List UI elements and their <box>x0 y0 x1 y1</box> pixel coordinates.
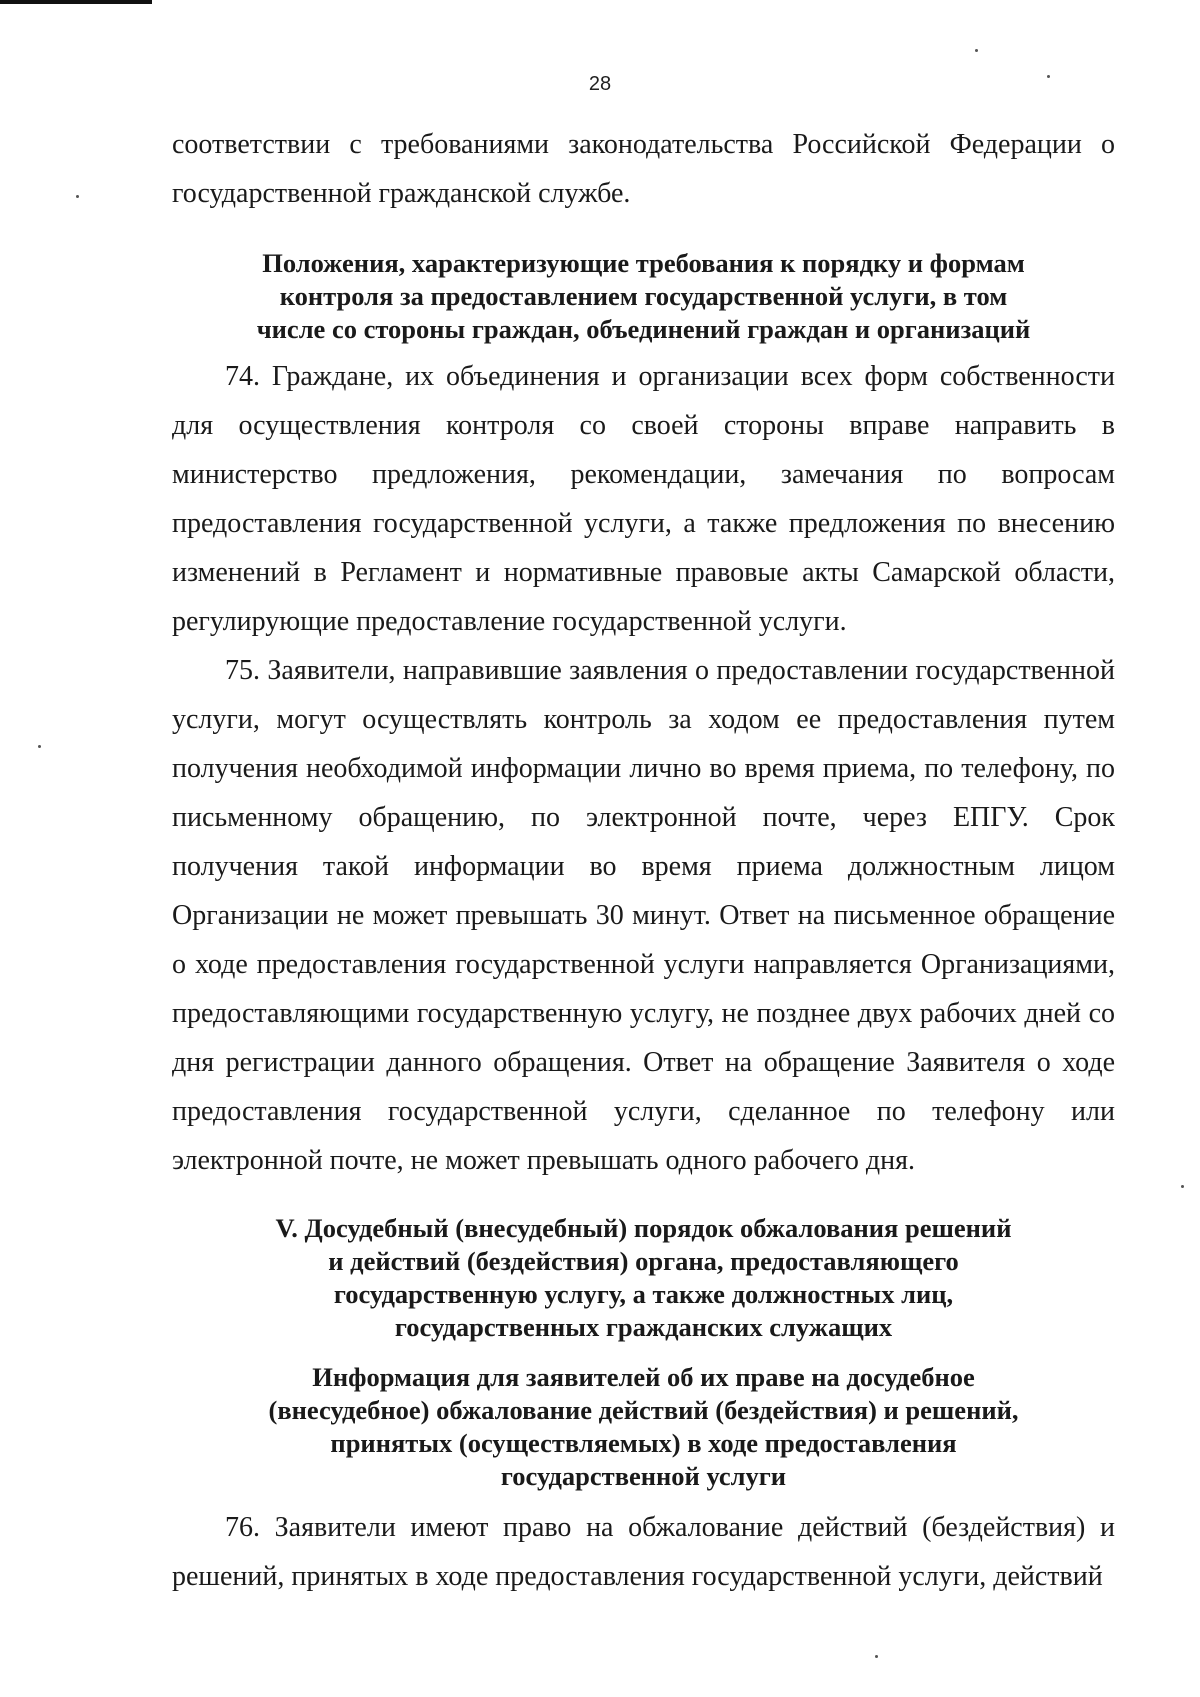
heading-line: Положения, характеризующие требования к порядку и формам <box>262 248 1025 278</box>
continuation-paragraph: соответствии с требованиями законодательства Российской Федерации о государственной гражданской службе. <box>172 129 1115 209</box>
scan-speck <box>1181 1185 1184 1188</box>
heading-line: государственных гражданских служащих <box>394 1312 893 1342</box>
heading-section-v <box>172 1212 1115 1344</box>
scan-corner-mark <box>0 0 152 4</box>
paragraph-75: 75. Заявители, направившие заявления о предоставлении государственной услуги, могут осуществлять контроль за ходом ее предоставления путем получения необходимой информации лично во время приема, по телефону, по письменному обращению, по электронной почте, через ЕПГУ. Срок получения такой информации во время приема должностным лицом Организации не может превышать 30 минут. Ответ на письменное обращение о ходе предоставления государственной услуги направляется Организациями, предоставляющими государственную услугу, не позднее двух рабочих дней со дня регистрации данного обращения. Ответ на обращение Заявителя о ходе предоставления государственной услуги, сделанное по телефону или электронной почте, не может превышать одного рабочего дня. <box>172 655 1115 1176</box>
heading-line: контроля за предоставлением государственной услуги, в том <box>279 281 1008 311</box>
scan-speck <box>38 745 41 748</box>
scan-speck <box>76 195 79 198</box>
heading-line: государственную услугу, а также должностных лиц, <box>333 1279 954 1309</box>
heading-line: числе со стороны граждан, объединений граждан и организаций <box>256 314 1031 344</box>
heading-line: и действий (бездействия) органа, предоставляющего <box>328 1246 959 1276</box>
heading-line: принятых (осуществляемых) в ходе предоставления <box>330 1428 957 1458</box>
paragraph-76: 76. Заявители имеют право на обжалование действий (бездействия) и решений, принятых в ходе предоставления государственной услуги, действий <box>172 1512 1115 1592</box>
heading-line: (внесудебное) обжалование действий (бездействия) и решений, <box>268 1395 1019 1425</box>
heading-control-requirements <box>172 247 1115 346</box>
scan-speck <box>875 1655 878 1658</box>
page-number: 28 <box>588 73 612 95</box>
heading-line: государственной услуги <box>500 1461 787 1491</box>
heading-line: V. Досудебный (внесудебный) порядок обжалования решений <box>275 1213 1012 1243</box>
paragraph-74: 74. Граждане, их объединения и организации всех форм собственности для осуществления контроля со своей стороны вправе направить в министерство предложения, рекомендации, замечания по вопросам предоставления государственной услуги, а также предложения по внесению изменений в Регламент и нормативные правовые акты Самарской области, регулирующие предоставление государственной услуги. <box>172 361 1115 637</box>
heading-appeal-information <box>172 1361 1115 1493</box>
scan-speck <box>975 49 978 52</box>
heading-line: Информация для заявителей об их праве на досудебное <box>312 1362 975 1392</box>
